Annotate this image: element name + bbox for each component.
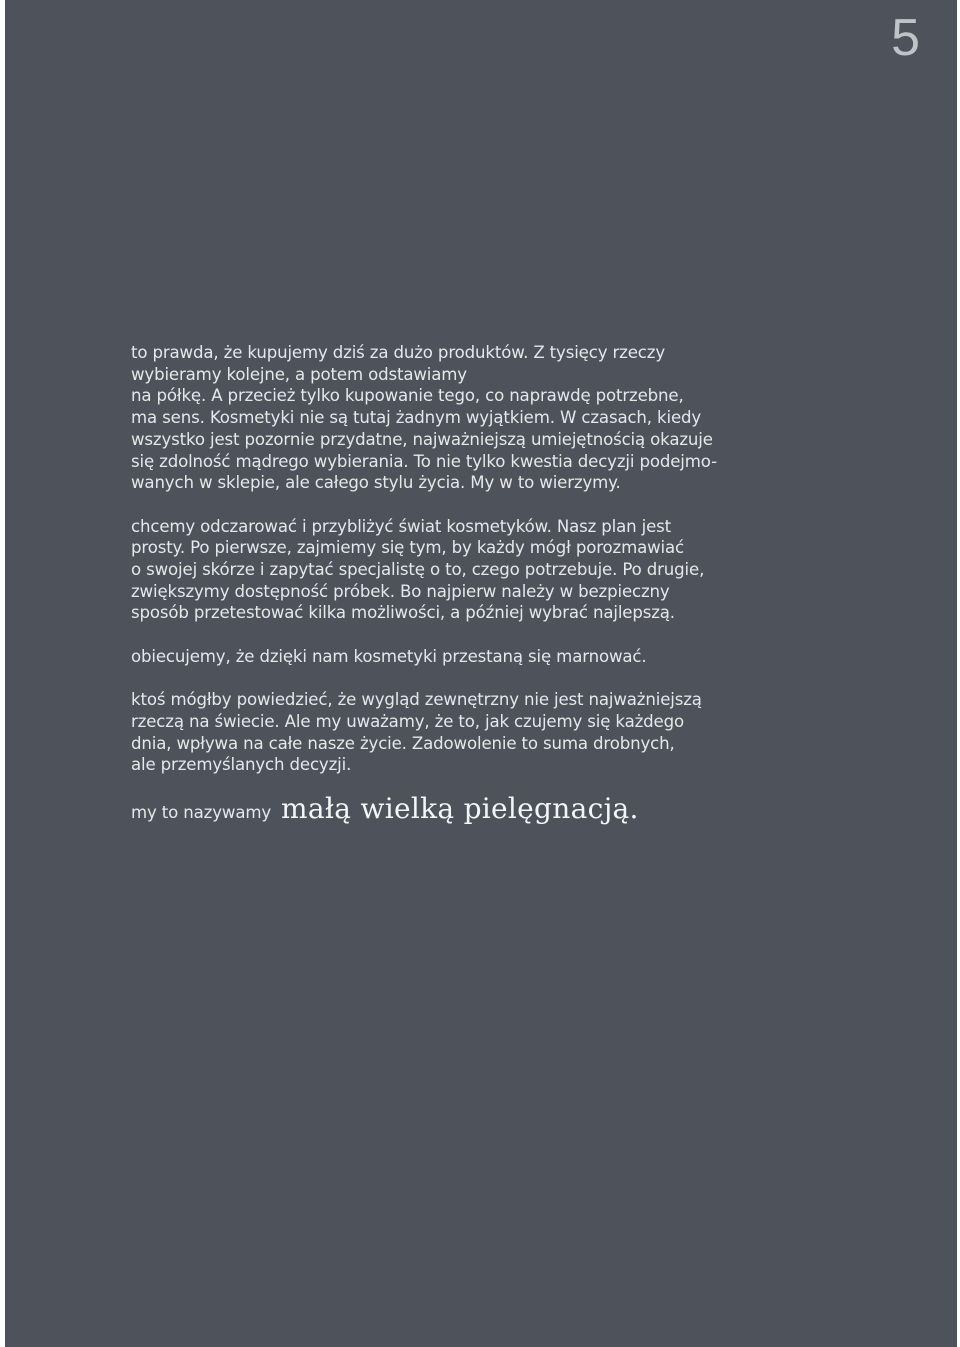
text-line: to prawda, że kupujemy dziś za dużo produktów. Z tysięcy rzeczy (131, 343, 665, 362)
text-line: rzeczą na świecie. Ale my uważamy, że to, jak czujemy się każdego (131, 711, 684, 731)
document-page (5, 0, 957, 1347)
paragraph-4 (131, 689, 771, 776)
text-line: na półkę. A przecież tylko kupowanie tego, co naprawdę potrzebne, (131, 386, 684, 406)
text-line: wszystko jest pozornie przydatne, najważniejszą umiejętnością okazuje (131, 429, 713, 449)
closing-statement (131, 791, 771, 825)
text-line: ale przemyślanych decyzji. (131, 755, 352, 775)
text-line: o swojej skórze i zapytać specjalistę o to, czego potrzebuje. Po drugie, (131, 560, 705, 580)
text-line: wanych w sklepie, ale całego stylu życia. My w to wierzymy. (131, 473, 621, 493)
text-line: sposób przetestować kilka możliwości, a później wybrać najlepszą. (131, 603, 675, 623)
paragraph-3 (131, 646, 771, 668)
text-line: obiecujemy, że dzięki nam kosmetyki przestaną się marnować. (131, 646, 647, 666)
text-line: ma sens. Kosmetyki nie są tutaj żadnym wyjątkiem. W czasach, kiedy (131, 408, 702, 428)
closing-lead: my to nazywamy (131, 802, 272, 822)
closing-emphasis: małą wielką pielęgnacją. (281, 791, 639, 825)
paragraph-1 (131, 342, 771, 494)
text-line: dnia, wpływa na całe nasze życie. Zadowolenie to suma drobnych, (131, 733, 675, 753)
text-line: chcemy odczarować i przybliżyć świat kosmetyków. Nasz plan jest (131, 516, 672, 536)
text-line: zwiększymy dostępność próbek. Bo najpierw należy w bezpieczny (131, 581, 670, 601)
text-line: wybieramy kolejne, a potem odstawiamy (131, 364, 467, 384)
paragraph-2 (131, 516, 771, 625)
body-text (131, 342, 771, 823)
page-number: 5 (891, 9, 920, 67)
text-line: prosty. Po pierwsze, zajmiemy się tym, by każdy mógł porozmawiać (131, 538, 685, 558)
text-line: ktoś mógłby powiedzieć, że wygląd zewnętrzny nie jest najważniejszą (131, 690, 702, 710)
text-line: się zdolność mądrego wybierania. To nie tylko kwestia decyzji podejmo- (131, 451, 717, 471)
